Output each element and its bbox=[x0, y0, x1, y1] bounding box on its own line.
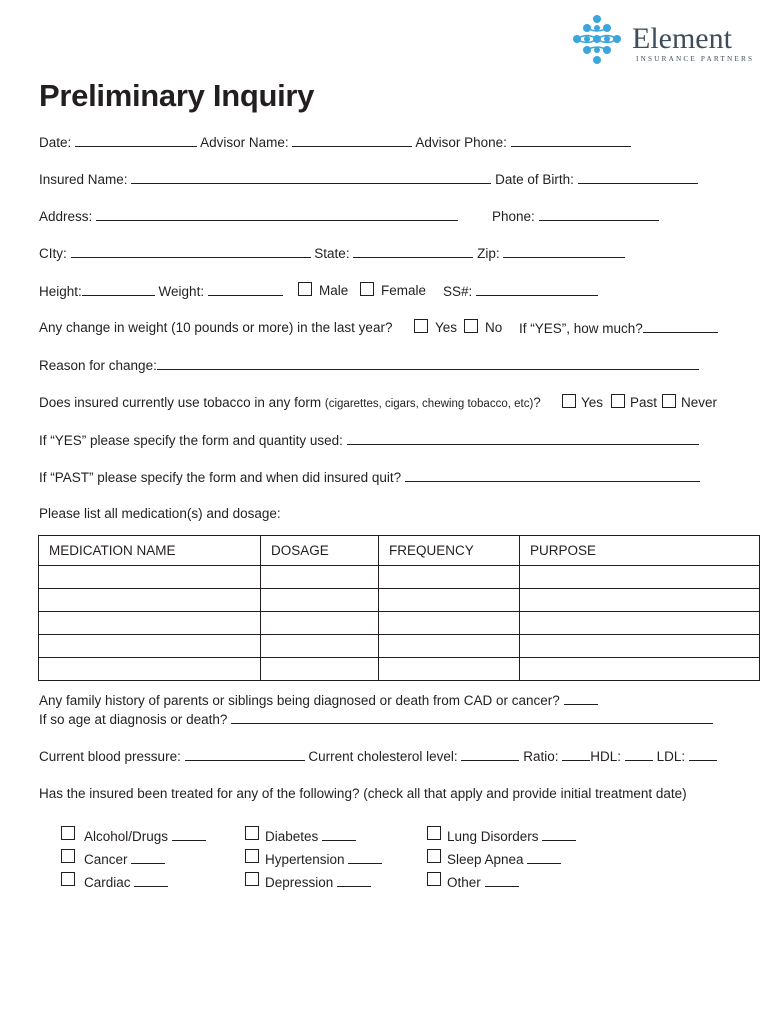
row-how-much bbox=[519, 320, 718, 337]
tobacco-question-line bbox=[39, 395, 541, 412]
advisor-name-field[interactable] bbox=[292, 134, 412, 147]
brand-name: Element bbox=[632, 22, 732, 55]
table-cell[interactable] bbox=[520, 589, 760, 612]
depression-label: Depression bbox=[265, 875, 334, 890]
tobacco-examples: (cigarettes, cigars, chewing tobacco, etc) bbox=[324, 398, 534, 410]
cond-depression bbox=[265, 874, 371, 891]
row-family-1 bbox=[39, 692, 598, 709]
cholesterol-field[interactable] bbox=[461, 748, 519, 761]
table-header-row bbox=[39, 536, 760, 566]
cond-hypertension bbox=[265, 851, 382, 868]
row-ssn bbox=[443, 283, 598, 300]
cancer-date[interactable] bbox=[131, 851, 165, 864]
table-cell[interactable] bbox=[39, 589, 261, 612]
diabetes-label: Diabetes bbox=[265, 829, 319, 844]
cond-cardiac bbox=[84, 874, 168, 891]
weight-change-yes-checkbox[interactable] bbox=[414, 319, 428, 333]
table-row bbox=[39, 612, 760, 635]
zip-field[interactable] bbox=[503, 245, 625, 258]
lung-disorders-date[interactable] bbox=[542, 828, 576, 841]
table-cell[interactable] bbox=[39, 612, 261, 635]
table-cell[interactable] bbox=[520, 566, 760, 589]
advisor-phone-label: Advisor Phone: bbox=[415, 135, 507, 150]
cond-other bbox=[447, 874, 519, 891]
cardiac-label: Cardiac bbox=[84, 875, 131, 890]
row-insured bbox=[39, 171, 698, 188]
row-city bbox=[39, 245, 625, 262]
male-checkbox[interactable] bbox=[298, 282, 312, 296]
table-row bbox=[39, 589, 760, 612]
phone-field[interactable] bbox=[539, 208, 659, 221]
treated-question: Has the insured been treated for any of the following? (check all that apply and provide initial treatment date) bbox=[39, 786, 687, 801]
sleep-apnea-checkbox[interactable] bbox=[427, 849, 441, 863]
table-cell[interactable] bbox=[39, 635, 261, 658]
ldl-field[interactable] bbox=[689, 748, 717, 761]
table-cell[interactable] bbox=[520, 612, 760, 635]
depression-date[interactable] bbox=[337, 874, 371, 887]
height-label: Height: bbox=[39, 284, 82, 299]
tobacco-yes-label: Yes bbox=[581, 395, 604, 410]
how-much-field[interactable] bbox=[643, 320, 718, 333]
col-frequency: FREQUENCY bbox=[379, 536, 520, 566]
row-vitals bbox=[39, 748, 717, 765]
female-checkbox[interactable] bbox=[360, 282, 374, 296]
zip-label: Zip: bbox=[477, 246, 500, 261]
hypertension-checkbox[interactable] bbox=[245, 849, 259, 863]
tobacco-past-checkbox[interactable] bbox=[611, 394, 625, 408]
alcohol-drugs-label: Alcohol/Drugs bbox=[84, 829, 169, 844]
tobacco-never-label: Never bbox=[681, 395, 718, 410]
height-field[interactable] bbox=[82, 283, 155, 296]
table-cell[interactable] bbox=[379, 635, 520, 658]
city-label: CIty: bbox=[39, 246, 67, 261]
advisor-phone-field[interactable] bbox=[511, 134, 631, 147]
tobacco-yes-checkbox[interactable] bbox=[562, 394, 576, 408]
weight-field[interactable] bbox=[208, 283, 283, 296]
cancer-label: Cancer bbox=[84, 852, 128, 867]
tobacco-past-label: Past bbox=[630, 395, 658, 410]
cond-alcohol-drugs bbox=[84, 828, 206, 845]
depression-checkbox[interactable] bbox=[245, 872, 259, 886]
cond-lung-disorders bbox=[447, 828, 576, 845]
row-date bbox=[39, 134, 631, 151]
page-title: Preliminary Inquiry bbox=[39, 78, 315, 113]
diabetes-date[interactable] bbox=[322, 828, 356, 841]
advisor-name-label: Advisor Name: bbox=[200, 135, 289, 150]
ratio-label: Ratio: bbox=[523, 749, 559, 764]
table-cell[interactable] bbox=[261, 635, 379, 658]
element-logo-mark bbox=[570, 14, 624, 66]
weight-change-yes-label: Yes bbox=[435, 320, 458, 335]
table-cell[interactable] bbox=[261, 612, 379, 635]
table-row bbox=[39, 566, 760, 589]
tobacco-never-checkbox[interactable] bbox=[662, 394, 676, 408]
sleep-apnea-date[interactable] bbox=[527, 851, 561, 864]
age-diagnosis-label: If so age at diagnosis or death? bbox=[39, 712, 228, 727]
ssn-label: SS#: bbox=[443, 284, 473, 299]
insured-name-field[interactable] bbox=[131, 171, 491, 184]
hypertension-date[interactable] bbox=[348, 851, 382, 864]
dob-label: Date of Birth: bbox=[495, 172, 574, 187]
cardiac-checkbox[interactable] bbox=[61, 872, 75, 886]
alcohol-drugs-date[interactable] bbox=[172, 828, 206, 841]
cardiac-date[interactable] bbox=[134, 874, 168, 887]
other-date[interactable] bbox=[485, 874, 519, 887]
cond-cancer bbox=[84, 851, 165, 868]
male-label: Male bbox=[319, 283, 349, 298]
lung-disorders-checkbox[interactable] bbox=[427, 826, 441, 840]
age-diagnosis-field[interactable] bbox=[231, 711, 713, 724]
col-medication-name: MEDICATION NAME bbox=[39, 536, 261, 566]
table-cell[interactable] bbox=[39, 658, 261, 681]
row-phone bbox=[492, 208, 659, 225]
table-cell[interactable] bbox=[261, 566, 379, 589]
how-much-label: If “YES”, how much? bbox=[519, 321, 643, 336]
lung-disorders-label: Lung Disorders bbox=[447, 829, 539, 844]
address-field[interactable] bbox=[96, 208, 458, 221]
cholesterol-label: Current cholesterol level: bbox=[308, 749, 458, 764]
cond-diabetes bbox=[265, 828, 356, 845]
row-reason bbox=[39, 357, 699, 374]
table-cell[interactable] bbox=[379, 612, 520, 635]
table-row bbox=[39, 658, 760, 681]
if-past-field[interactable] bbox=[405, 469, 700, 482]
other-checkbox[interactable] bbox=[427, 872, 441, 886]
table-cell[interactable] bbox=[520, 658, 760, 681]
blood-pressure-field[interactable] bbox=[185, 748, 305, 761]
tobacco-question-mark: ? bbox=[533, 395, 541, 410]
cancer-checkbox[interactable] bbox=[61, 849, 75, 863]
table-cell[interactable] bbox=[379, 566, 520, 589]
ldl-label: LDL: bbox=[656, 749, 686, 764]
state-field[interactable] bbox=[353, 245, 473, 258]
if-past-label: If “PAST” please specify the form and when did insured quit? bbox=[39, 470, 402, 485]
reason-label: Reason for change: bbox=[39, 358, 157, 373]
row-if-yes bbox=[39, 432, 699, 449]
reason-field[interactable] bbox=[157, 357, 699, 370]
state-label: State: bbox=[314, 246, 350, 261]
weight-change-no-checkbox[interactable] bbox=[464, 319, 478, 333]
weight-change-no-label: No bbox=[485, 320, 503, 335]
diabetes-checkbox[interactable] bbox=[245, 826, 259, 840]
table-cell[interactable] bbox=[520, 635, 760, 658]
if-yes-label: If “YES” please specify the form and quantity used: bbox=[39, 433, 343, 448]
ssn-field[interactable] bbox=[476, 283, 598, 296]
date-label: Date: bbox=[39, 135, 72, 150]
insured-name-label: Insured Name: bbox=[39, 172, 128, 187]
col-dosage: DOSAGE bbox=[261, 536, 379, 566]
table-cell[interactable] bbox=[39, 566, 261, 589]
sleep-apnea-label: Sleep Apnea bbox=[447, 852, 524, 867]
address-label: Address: bbox=[39, 209, 93, 224]
table-cell[interactable] bbox=[261, 589, 379, 612]
table-cell[interactable] bbox=[379, 589, 520, 612]
brand-tagline: INSURANCE PARTNERS bbox=[636, 55, 755, 63]
tobacco-question: Does insured currently use tobacco in any form bbox=[39, 395, 322, 410]
cond-sleep-apnea bbox=[447, 851, 561, 868]
family-history-question: Any family history of parents or siblings being diagnosed or death from CAD or cancer? bbox=[39, 693, 560, 708]
if-yes-field[interactable] bbox=[347, 432, 699, 445]
med-intro: Please list all medication(s) and dosage: bbox=[39, 506, 281, 521]
col-purpose: PURPOSE bbox=[520, 536, 760, 566]
row-if-past bbox=[39, 469, 700, 486]
weight-change-question: Any change in weight (10 pounds or more) in the last year? bbox=[39, 320, 393, 335]
weight-label: Weight: bbox=[158, 284, 205, 299]
blood-pressure-label: Current blood pressure: bbox=[39, 749, 181, 764]
row-family-2 bbox=[39, 711, 713, 728]
ratio-field[interactable] bbox=[562, 748, 590, 761]
date-field[interactable] bbox=[75, 134, 197, 147]
medication-table bbox=[38, 535, 760, 681]
dob-field[interactable] bbox=[578, 171, 698, 184]
row-address bbox=[39, 208, 458, 225]
family-history-field[interactable] bbox=[564, 692, 598, 705]
female-label: Female bbox=[381, 283, 427, 298]
table-cell[interactable] bbox=[379, 658, 520, 681]
hdl-label: HDL: bbox=[590, 749, 622, 764]
hdl-field[interactable] bbox=[625, 748, 653, 761]
table-row bbox=[39, 635, 760, 658]
hypertension-label: Hypertension bbox=[265, 852, 345, 867]
row-height bbox=[39, 283, 283, 300]
alcohol-drugs-checkbox[interactable] bbox=[61, 826, 75, 840]
city-field[interactable] bbox=[71, 245, 311, 258]
phone-label: Phone: bbox=[492, 209, 535, 224]
other-label: Other bbox=[447, 875, 481, 890]
table-cell[interactable] bbox=[261, 658, 379, 681]
